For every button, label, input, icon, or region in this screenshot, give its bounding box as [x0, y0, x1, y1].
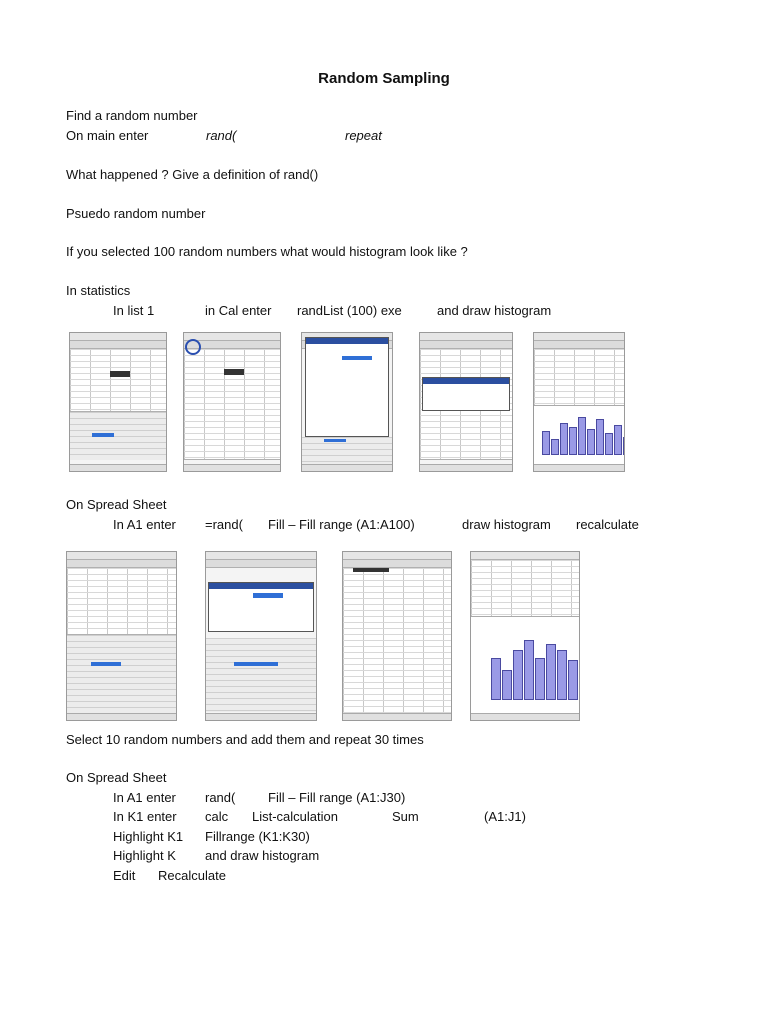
- select-line: Select 10 random numbers and add them and repeat 30 times: [66, 732, 424, 747]
- spreadsheet1-heading: On Spread Sheet: [66, 497, 167, 512]
- spreadsheet2-r1c: Fill – Fill range (A1:J30): [268, 790, 406, 805]
- statistics-step-b: in Cal enter: [205, 303, 272, 318]
- spreadsheet2-r2e: (A1:J1): [484, 809, 526, 824]
- spreadsheet2-heading: On Spread Sheet: [66, 770, 167, 785]
- spreadsheet2-r5a: Edit: [113, 868, 136, 883]
- spreadsheet2-r3a: Highlight K1: [113, 829, 184, 844]
- screenshot-histogram-result: [533, 332, 625, 472]
- spreadsheet1-step-d: draw histogram: [462, 517, 551, 532]
- spreadsheet2-r2c: List-calculation: [252, 809, 338, 824]
- screenshot-spreadsheet-histogram: [470, 551, 580, 721]
- spreadsheet2-r1a: In A1 enter: [113, 790, 176, 805]
- page-title: Random Sampling: [318, 70, 450, 87]
- spreadsheet2-r5b: Recalculate: [158, 868, 226, 883]
- spreadsheet1-step-e: recalculate: [576, 517, 639, 532]
- spreadsheet2-r2a: In K1 enter: [113, 809, 177, 824]
- statistics-step-d: and draw histogram: [437, 303, 552, 318]
- screenshot-spreadsheet-catalog: [66, 551, 177, 721]
- screenshot-random-column: [342, 551, 452, 721]
- screenshot-fill-range-dialog: [205, 551, 317, 721]
- spreadsheet2-r2d: Sum: [392, 809, 419, 824]
- spreadsheet2-r4b: and draw histogram: [205, 848, 320, 863]
- screenshot-main-list-catalog: [69, 332, 167, 472]
- spreadsheet1-step-a: In A1 enter: [113, 517, 176, 532]
- mini-histogram-1: [542, 411, 625, 455]
- intro-line-2c: repeat: [345, 128, 382, 143]
- mini-histogram-2: [491, 634, 580, 700]
- spreadsheet1-step-c: Fill – Fill range (A1:A100): [268, 517, 415, 532]
- statistics-step-a: In list 1: [113, 303, 155, 318]
- spreadsheet1-step-b: =rand(: [205, 517, 243, 532]
- intro-line-2a: On main enter: [66, 128, 149, 143]
- screenshot-list-selected: [183, 332, 281, 472]
- highlight-circle: [185, 339, 201, 355]
- screenshot-set-stat-graphs: [301, 332, 393, 472]
- spreadsheet2-r4a: Highlight K: [113, 848, 176, 863]
- screenshot-set-interval: [419, 332, 513, 472]
- intro-line-1: Find a random number: [66, 108, 198, 123]
- intro-line-3: What happened ? Give a definition of rand(): [66, 167, 319, 182]
- intro-line-4: Psuedo random number: [66, 206, 206, 221]
- intro-line-5: If you selected 100 random numbers what would histogram look like ?: [66, 244, 468, 259]
- intro-line-2b: rand(: [206, 128, 237, 143]
- statistics-step-c: randList (100) exe: [297, 303, 402, 318]
- spreadsheet2-r3b: Fillrange (K1:K30): [205, 829, 310, 844]
- statistics-heading: In statistics: [66, 283, 131, 298]
- spreadsheet2-r1b: rand(: [205, 790, 236, 805]
- spreadsheet2-r2b: calc: [205, 809, 229, 824]
